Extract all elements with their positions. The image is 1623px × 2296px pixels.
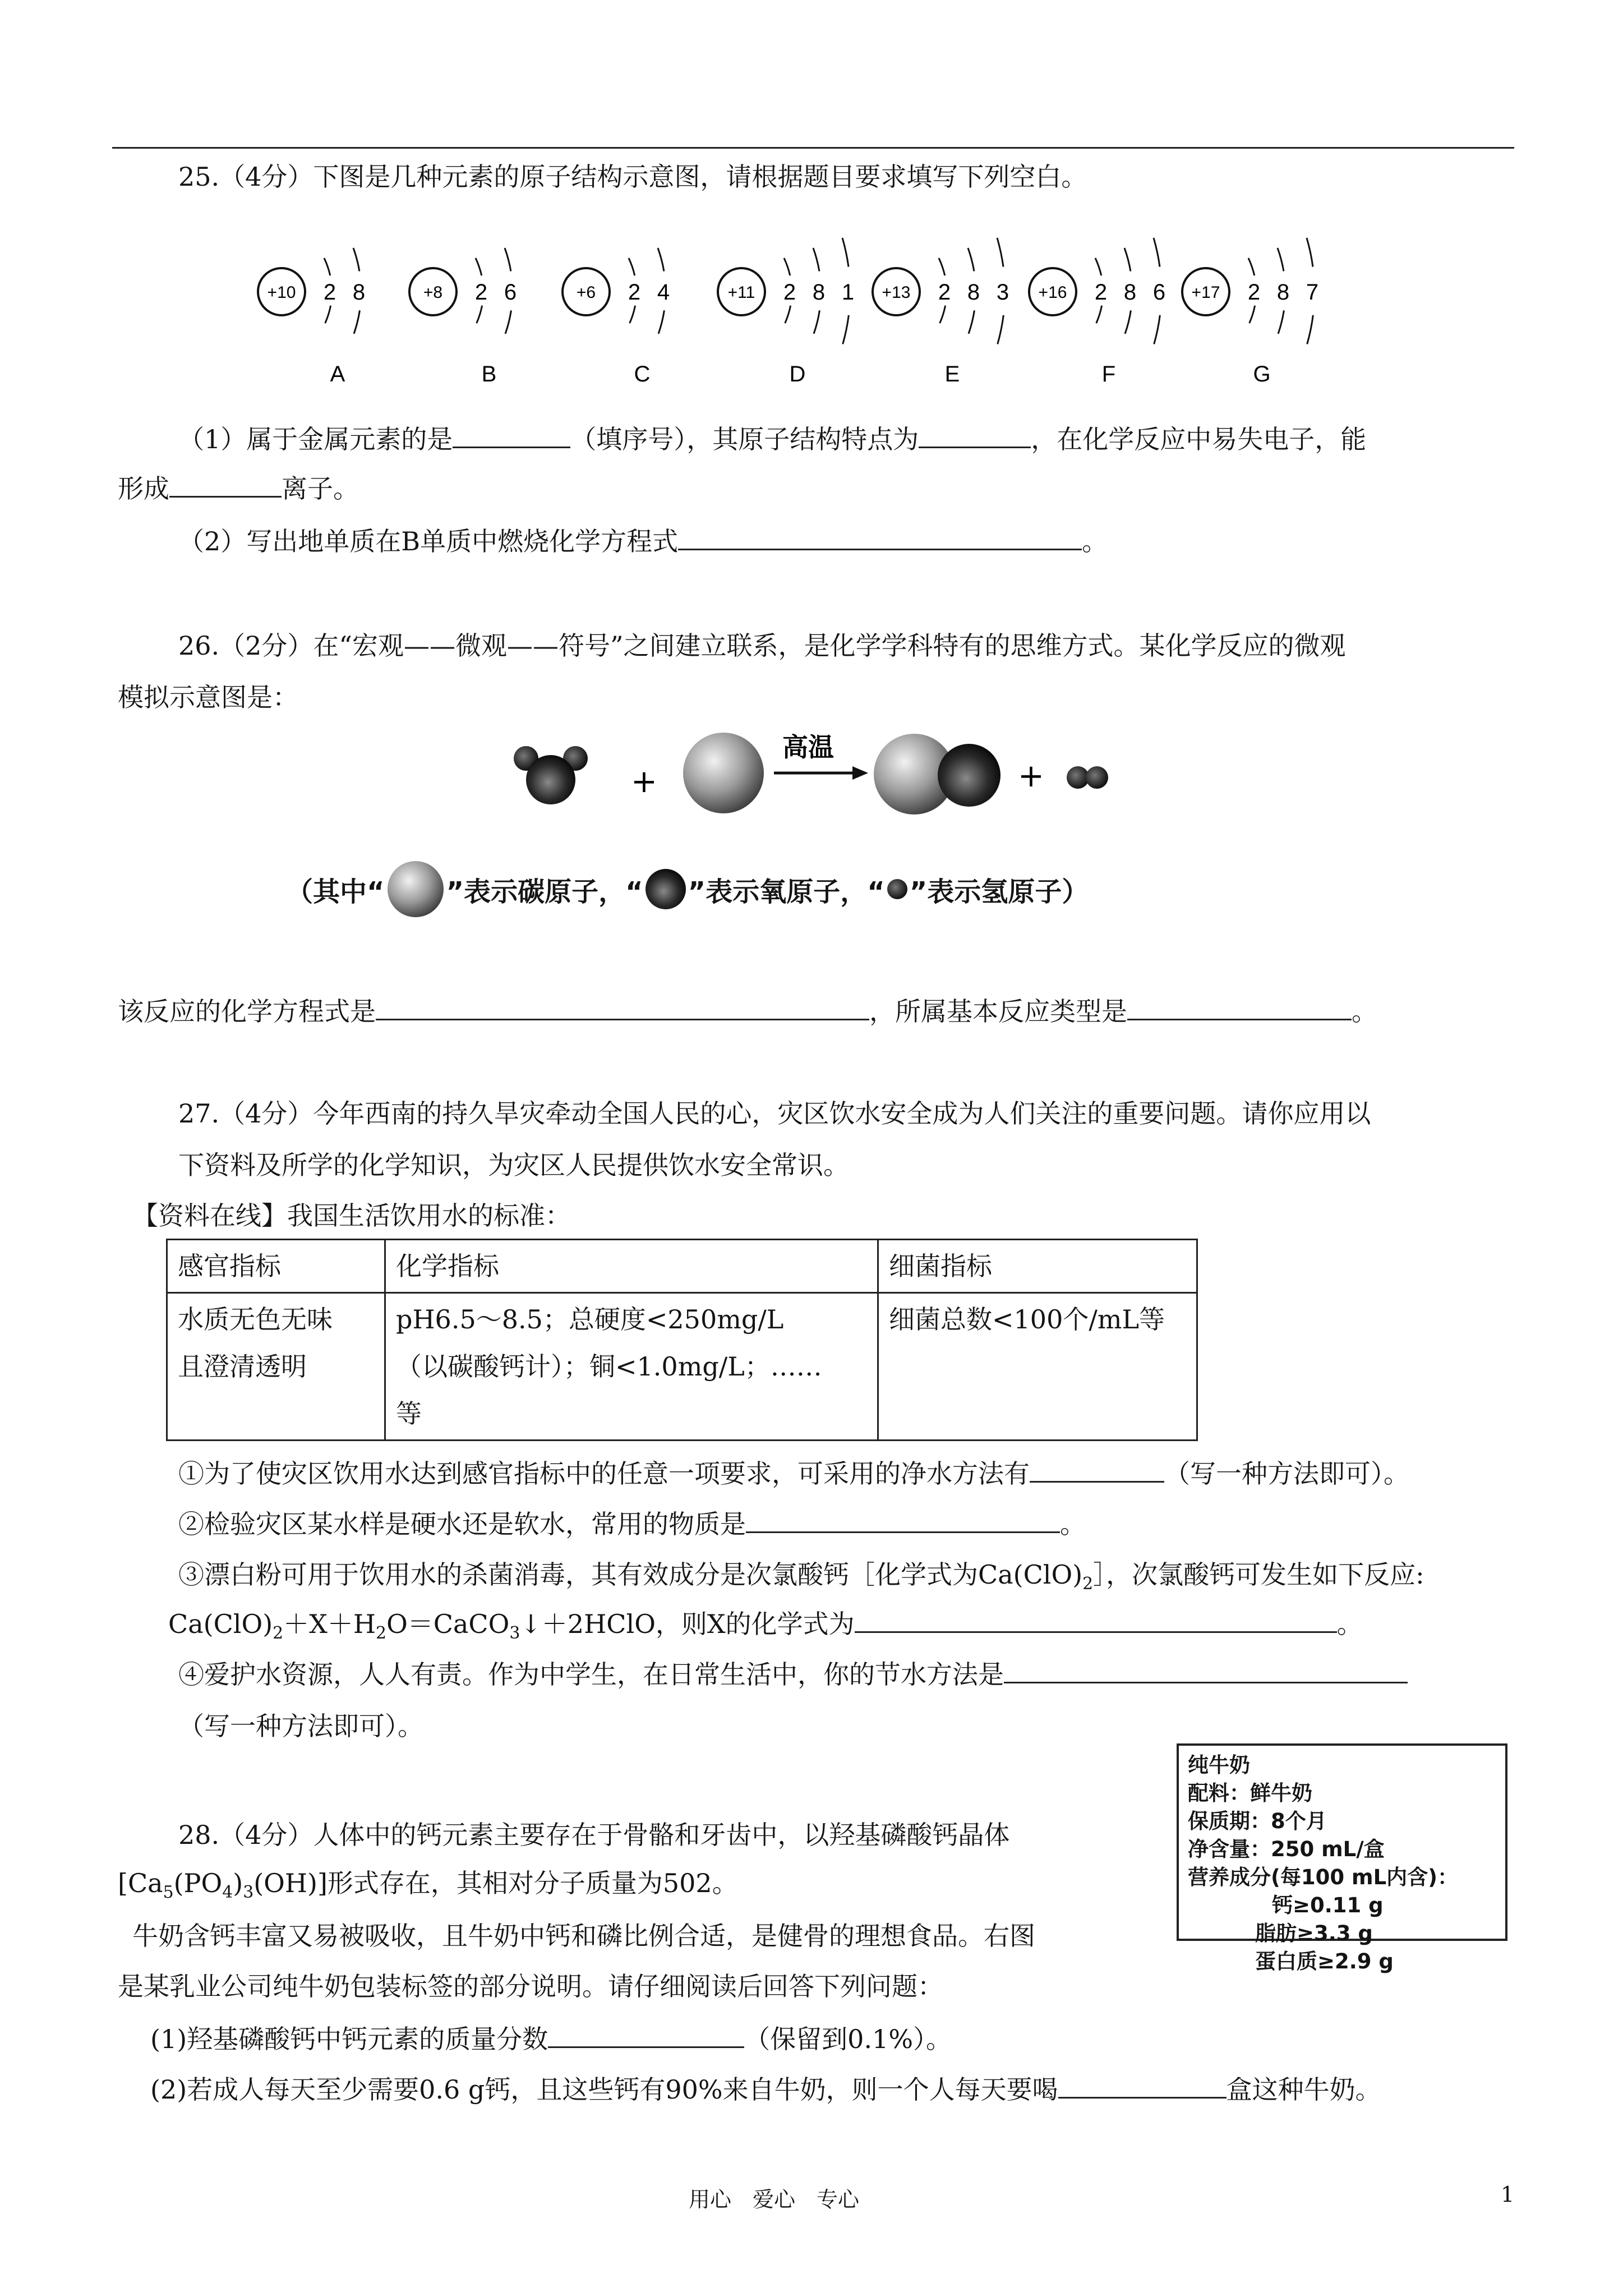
atom-letter: A [330,362,345,386]
answer-blank-boxes[interactable] [1058,2074,1227,2099]
shell-electron-count: 2 [1247,280,1261,305]
atom-letter: G [1253,362,1271,386]
nucleus-charge: +10 [267,283,296,302]
label-fat: 脂肪≥3.3 g [1255,1921,1373,1945]
shell-electron-count: 2 [628,280,641,305]
answer-blank-ion[interactable] [169,473,282,498]
table-header: 感官指标 [167,1240,385,1293]
q27-item4: ④爱护水资源，人人有责。作为中学生，在日常生活中，你的节水方法是 [178,1657,1408,1692]
carbon-legend-icon [385,858,446,920]
answer-blank-feature[interactable] [919,424,1031,448]
q25-part1-line2: 形成 离子。 [118,473,359,504]
atom-diagram-f [1029,238,1165,386]
q28-sub2: (2)若成人每天至少需要0.6 g钙，且这些钙有90%来自牛奶，则一个人每天要喝 盒这种牛奶。 [150,2074,1381,2105]
q27-item3-equation: $Ca(ClO)_2+X+H_2O=CaCO_3↓+2HClO$，则X的化学式为 。 [168,1609,1363,1644]
label-shelf-life: 保质期：8个月 [1188,1809,1327,1833]
q26-stem-line2: 模拟示意图是： [118,682,298,712]
nucleus-charge: +11 [727,283,755,302]
hydrogen-molecule [1067,766,1108,789]
q28-stem-line1: 28.（4分）人体中的钙元素主要存在于骨骼和牙齿中，以羟基磷酸钙晶体 [178,1820,1010,1850]
answer-blank-calcium-fraction[interactable] [548,2024,744,2048]
label-net-content: 净含量：250 mL/盒 [1188,1837,1385,1861]
hydrogen-legend-icon [885,877,910,901]
nucleus-charge: +17 [1191,283,1220,302]
atom-diagram-c [562,248,670,386]
shell-electron-count: 2 [323,280,336,305]
atom-diagram-e [873,238,1009,386]
q28-stem-line2: $[Ca_5(PO_4)_3(OH)]$形式存在，其相对分子质量为502。 [118,1868,738,1903]
shell-electron-count: 2 [474,280,488,305]
label-ingredients: 配料：鲜牛奶 [1188,1781,1312,1805]
shell-electron-count: 2 [783,280,796,305]
q26-answer-line: 该反应的化学方程式是 ，所属基本反应类型是 。 [118,996,1377,1027]
q25-part1-line1: （1）属于金属元素的是 （填序号），其原子结构特点为 ，在化学反应中易失电子，能 [178,424,1367,454]
arrow-head [852,766,868,780]
answer-blank-purify[interactable] [1030,1458,1164,1483]
atom-letter: B [481,362,497,386]
reaction-legend: （其中“ ”表示碳原子，“ ”表示氧原子，“ ”表示氢原子） [286,858,1089,920]
q28-sub1: (1)羟基磷酸钙中钙元素的质量分数 （保留到0.1%）。 [150,2024,952,2054]
shell-electron-count: 8 [812,280,826,305]
shell-electron-count: 6 [1152,280,1166,305]
shell-electron-count: 8 [352,280,366,305]
table-row [167,1293,1197,1441]
answer-blank-x-formula[interactable] [855,1609,1337,1633]
water-standard-table [166,1239,1198,1441]
atom-diagram-g [1182,238,1318,386]
plus-sign-2: + [1018,758,1044,794]
nucleus-charge: +13 [882,283,911,302]
answer-blank-reaction-type[interactable] [1127,996,1352,1020]
answer-blank-metal[interactable] [453,424,570,448]
label-nutrition-heading: 营养成分(每100 mL内含)： [1188,1865,1459,1889]
shell-electron-count: 2 [1094,280,1108,305]
atom-structure-diagram [247,213,1335,398]
q25-stem: 25.（4分）下图是几种元素的原子结构示意图，请根据题目要求填写下列空白。 [178,162,1087,192]
shell-electron-count: 6 [504,280,517,305]
q27-item1: ①为了使灾区饮用水达到感官指标中的任意一项要求，可采用的净水方法有 （写一种方法即可）。 [178,1458,1409,1489]
nucleus-charge: +16 [1038,283,1067,302]
label-title: 纯牛奶 [1188,1753,1250,1777]
table-cell-bacteria: 细菌总数<100个/mL等 [878,1293,1197,1441]
atom-letter: D [789,362,806,386]
table-cell-chemical: pH6.5～8.5；总硬度<250mg/L （以碳酸钙计）；铜<1.0mg/L；…… 等 [385,1293,878,1441]
co-molecule [874,734,1000,815]
atom-letter: F [1101,362,1116,386]
atom-letter: C [634,362,651,386]
atom-diagram-d [718,238,854,386]
q27-item4-note: （写一种方法即可）。 [178,1711,423,1741]
q27-stem-line1: 27.（4分）今年西南的持久旱灾牵动全国人民的心，灾区饮水安全成为人们关注的重要问题。请你应用以 [178,1098,1371,1129]
answer-blank-equation[interactable] [678,526,1082,550]
label-protein: 蛋白质≥2.9 g [1255,1949,1394,1973]
shell-electron-count: 8 [967,280,980,305]
q28-paragraph-line1: 牛奶含钙丰富又易被吸收，且牛奶中钙和磷比例合适，是健骨的理想食品。右图 [132,1921,1035,1951]
shell-electron-count: 8 [1276,280,1290,305]
table-header: 细菌指标 [878,1240,1197,1293]
q28-paragraph-line2: 是某乳业公司纯牛奶包装标签的部分说明。请仔细阅读后回答下列问题： [118,1971,943,2001]
q27-info-heading: 【资料在线】我国生活饮用水的标准： [132,1200,571,1231]
table-cell-sensory: 水质无色无味 且澄清透明 [167,1293,385,1441]
shell-electron-count: 1 [841,280,855,305]
table-header-row [167,1240,1197,1293]
shell-electron-count: 7 [1306,280,1319,305]
q27-item3: ③漂白粉可用于饮用水的杀菌消毒，其有效成分是次氯酸钙［化学式为$Ca(ClO)_2]$，次氯酸钙可发生如下反应: [178,1559,1424,1594]
nucleus-charge: +6 [576,283,596,302]
plus-sign-1: + [631,763,657,800]
shell-electron-count: 8 [1123,280,1137,305]
answer-blank-reaction-equation[interactable] [376,996,869,1020]
atom-diagram-b [409,248,517,386]
q26-stem-line1: 26.（2分）在“宏观——微观——符号”之间建立联系，是化学学科特有的思维方式。某化学反应的微观 [178,631,1346,661]
footer-slogan: 用心 爱心 专心 [689,2187,860,2212]
carbon-atom [683,733,764,813]
label-calcium: 钙≥0.11 g [1272,1893,1384,1917]
shell-electron-count: 2 [938,280,951,305]
water-molecule [514,746,588,804]
oxygen-legend-icon [643,867,688,912]
atom-diagram-a [258,248,365,386]
answer-blank-water-saving[interactable] [1004,1659,1408,1683]
shell-electron-count: 4 [657,280,670,305]
arrow-label: 高温 [782,732,834,762]
shell-electron-count: 3 [996,280,1009,305]
q25-part2: （2）写出地单质在B单质中燃烧化学方程式 。 [178,526,1108,556]
q27-item2: ②检验灾区某水样是硬水还是软水，常用的物质是 。 [178,1509,1086,1539]
answer-blank-hardness[interactable] [746,1509,1060,1533]
atom-letter: E [944,362,960,386]
milk-label-box [1177,1743,1507,1973]
header-rule [112,147,1514,149]
nucleus-charge: +8 [423,283,443,302]
page-number: 1 [1501,2182,1515,2207]
table-header: 化学指标 [385,1240,878,1293]
q27-stem-line2: 下资料及所学的化学知识，为灾区人民提供饮水安全常识。 [178,1150,849,1180]
